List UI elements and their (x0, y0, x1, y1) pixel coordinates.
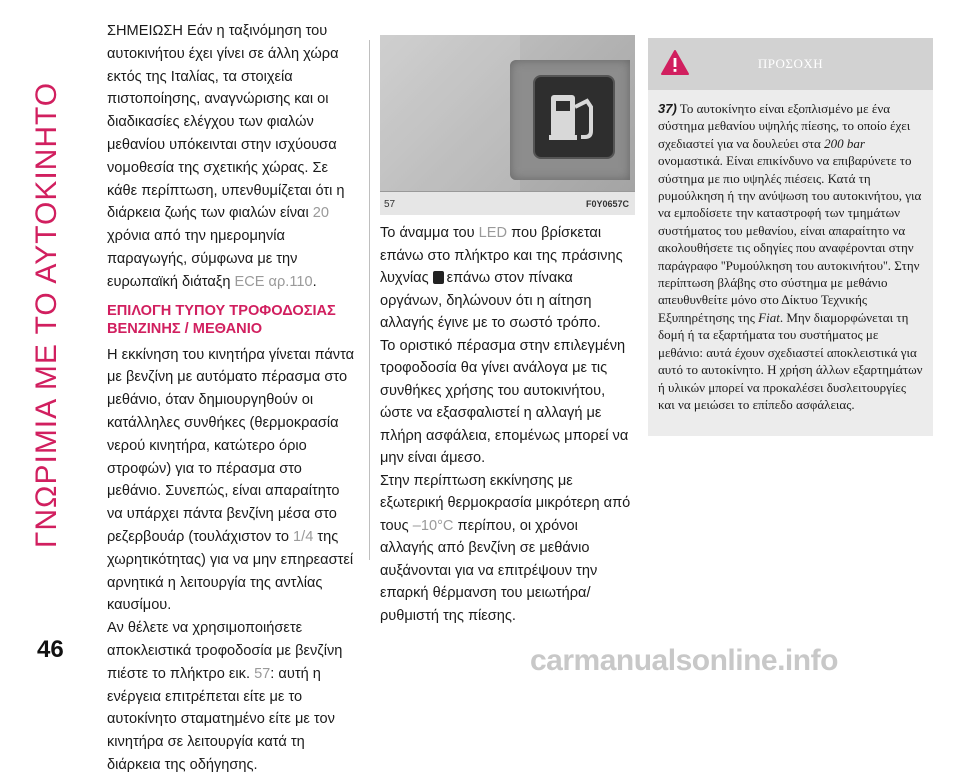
figure-number: 57 (384, 199, 396, 210)
fuel-indicator-icon (433, 271, 444, 284)
led-label: LED (478, 225, 508, 241)
led-text: Το άναμμα του (380, 225, 479, 241)
warning-number: 37) (658, 101, 677, 116)
temp-text: Στην περίπτωση εκκίνησης με εξωτερική θερμοκρασία μικρότερη από τους (380, 472, 631, 534)
warning-text-3: . Μην διαμορφώνεται τη δομή ή τα εξαρτήματα του συστήματος με μεθάνιο: αυτά έχουν σχεδιαστεί αποκλειστικά για αυτό το αυτοκίνητο. Η χρήση άλλων εξαρτημάτων ή υλικών μπορεί να προκαλέσει δυσλειτουργίες και να μειώσει το επίπεδο ασφάλειας. (658, 309, 923, 412)
warning-text-2: ονομαστικά. Είναι επικίνδυνο να επιβαρύνετε το σύστημα με πιο υψηλές πιέσεις. Κατά τη ρυμούλκηση ή την ανύψωση του αυτοκινήτου, για να εμποδίσετε την καταστροφή των τμημάτων συστήματος του μεθανίου, είναι απαραίτητο να ακολουθήσετε τις οδηγίες που αναφέρονται στην παράγραφο ''Ρυμούλκηση του αυτοκινήτου''. Στην περίπτωση βλάβης στο σύστημα με μεθάνιο απευθυνθείτε μόνο στο Δίκτυο Τεχνικής Εξυπηρέτησης της (658, 153, 922, 325)
led-text-3: επάνω στον πίνακα οργάνων, δηλώνουν ότι η αίτηση αλλαγής έγινε με το σωστό τρόπο. (380, 270, 601, 331)
page-number: 46 (37, 636, 64, 663)
warning-body (648, 90, 933, 413)
figure-ref: 57 (254, 665, 271, 682)
temperature-value: –10°C (412, 517, 454, 534)
note-text-2: χρόνια από την ημερομηνία παραγωγής, σύμφωνα με την ευρωπαϊκή διάταξη (107, 228, 298, 290)
paragraph-led (380, 222, 632, 335)
section-side-title (24, 20, 70, 610)
note-text-3: . (312, 273, 317, 290)
led-text-2: που βρίσκεται επάνω στο πλήκτρο και της πράσινης λυχνίας (380, 225, 623, 286)
warning-title: ΠΡΟΣΟΧΗ (757, 56, 824, 71)
warning-text: Το αυτοκίνητο είναι εξοπλισμένο με ένα σύστημα μεθανίου υψηλής πίεσης, το οποίο έχει σχεδιαστεί για να δουλεύει στα (658, 101, 911, 151)
warning-pressure: 200 bar (824, 135, 865, 151)
p1-text-2: της χωρητικότητας) για να μην επηρεαστεί αρνητικά η λειτουργία της αντλίας καυσίμου. (107, 528, 354, 614)
column-divider (369, 40, 370, 560)
p2-text-2: : αυτή η ενέργεια επιτρέπεται είτε με το αυτοκίνητο σταματημένο είτε με τον κινητήρα σε λειτουργία κατά τη διάρκεια της οδήγησης. (107, 665, 335, 773)
watermark: carmanualsonline.info (530, 644, 838, 677)
note-ece: ECE αρ.110 (234, 273, 313, 290)
figure-code: F0Y0657C (585, 199, 629, 209)
middle-column (380, 222, 632, 627)
warning-brand: Fiat (758, 309, 780, 325)
note-paragraph (107, 20, 357, 294)
note-text: Εάν η ταξινόμηση του αυτοκινήτου έχει γίνει σε άλλη χώρα εκτός της Ιταλίας, τα στοιχεία πιστοποίησης, αναγνώρισης και οι διαδικασίες ελέγχου των φιαλών μεθανίου υπόκεινται στην ισχύουσα νομοθεσία της σχετικής χώρας. Σε κάθε περίπτωση, υπενθυμίζεται ότι η διάρκεια ζωής των φιαλών είναι (107, 23, 345, 222)
temp-text-2: περίπου, οι χρόνοι αλλαγής από βενζίνη σε μεθάνιο αυξάνονται για να επιτρέψουν την επαρκή θέρμανση του μειωτήρα/ρυθμιστή της πίεσης. (380, 517, 598, 624)
figure-57 (380, 35, 635, 215)
left-column (107, 20, 357, 777)
paragraph-switch: Το οριστικό πέρασμα στην επιλεγμένη τροφοδοσία θα γίνει ανάλογα με τις συνθήκες χρήσης του αυτοκινήτου, ώστε να εξασφαλιστεί η αλλαγή με πλήρη ασφάλεια, επομένως μπορεί να μην είναι άμεσο. (380, 337, 629, 466)
section-heading: ΕΠΙΛΟΓΗ ΤΥΠΟΥ ΤΡΟΦΟΔΟΣΙΑΣ ΒΕΝΖΙΝΗΣ / ΜΕΘΑΝΙΟ (107, 302, 336, 337)
fuel-switch-button-image (533, 75, 615, 159)
paragraph-1 (107, 344, 357, 618)
p1-text: Η εκκίνηση του κινητήρα γίνεται πάντα με βενζίνη με αυτόματο πέρασμα στο μεθάνιο, όταν δημιουργηθούν οι κατάλληλες συνθήκες (θερμοκρασία νερού κινητήρα, κατώτερο όριο στροφών) για το πέρασμα στο μεθάνιο. Συνεπώς, είναι απαραίτητο να υπάρχει πάντα βενζίνη μέσα στο ρεζερβουάρ (τουλάχιστον το (107, 346, 355, 545)
figure-shade (380, 35, 520, 192)
warning-box (648, 38, 933, 436)
note-years: 20 (312, 205, 329, 222)
p2-text: Αν θέλετε να χρησιμοποιήσετε αποκλειστικά τροφοδοσία με βενζίνη πιέστε το πλήκτρο εικ. (107, 620, 343, 682)
paragraph-temperature (380, 470, 632, 628)
section-title-text: ΓΝΩΡΙΜΙΑ ΜΕ ΤΟ ΑΥΤΟΚΙΝΗΤΟ (30, 81, 63, 549)
note-prefix: ΣΗΜΕΙΩΣΗ (107, 23, 183, 39)
p1-fraction: 1/4 (293, 528, 314, 545)
paragraph-2 (107, 617, 357, 777)
fuel-pump-icon (547, 91, 601, 143)
warning-header (648, 38, 933, 90)
